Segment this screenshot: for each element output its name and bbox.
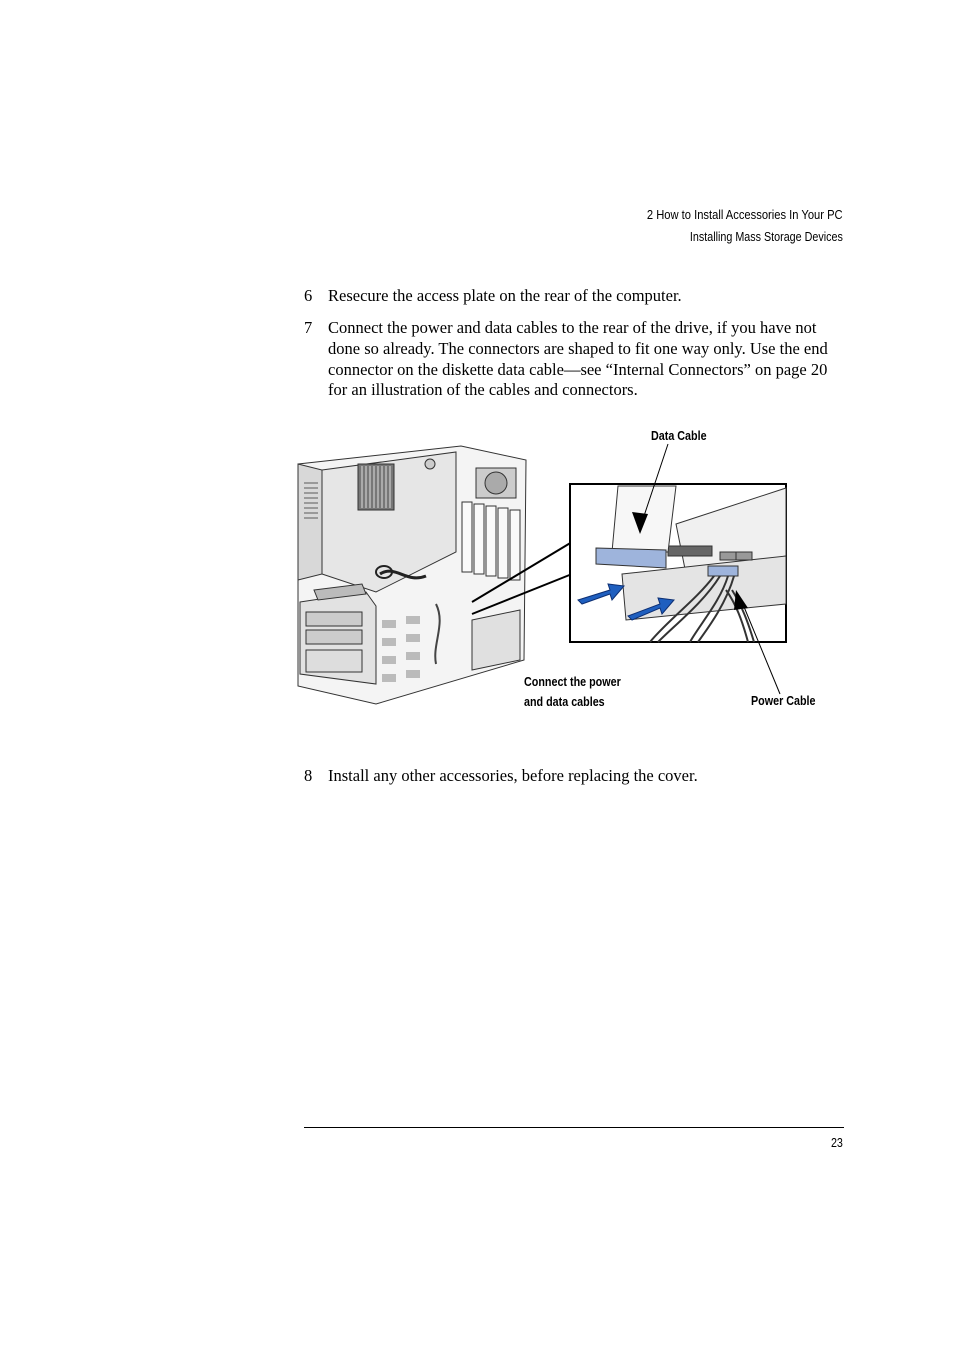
step-number: 6 bbox=[304, 286, 313, 305]
cable-connection-figure bbox=[296, 424, 826, 719]
inset-detail bbox=[570, 444, 786, 694]
running-header-chapter: 2 How to Install Accessories In Your PC bbox=[647, 207, 843, 222]
data-cable-callout: Data Cable bbox=[651, 429, 707, 443]
connect-callout-line2: and data cables bbox=[524, 695, 605, 709]
connect-callout-line1: Connect the power bbox=[524, 675, 621, 689]
power-cable-callout: Power Cable bbox=[751, 694, 816, 708]
step-text: Resecure the access plate on the rear of the computer. bbox=[328, 286, 682, 305]
step-number: 7 bbox=[304, 318, 313, 337]
step-text: Install any other accessories, before replacing the cover. bbox=[328, 766, 698, 785]
step-text: Connect the power and data cables to the rear of the drive, if you have not done so already. The connectors are shaped to fit one way only. Use the end connector on the diskette data cable—see “Internal Connectors” on page 20 for an illustration of the cables and connectors. bbox=[328, 318, 828, 400]
running-header-section: Installing Mass Storage Devices bbox=[690, 230, 843, 244]
footer-rule bbox=[304, 1127, 844, 1128]
page-number: 23 bbox=[831, 1136, 843, 1150]
step-number: 8 bbox=[304, 766, 313, 785]
pc-chassis-drawing bbox=[298, 446, 572, 704]
